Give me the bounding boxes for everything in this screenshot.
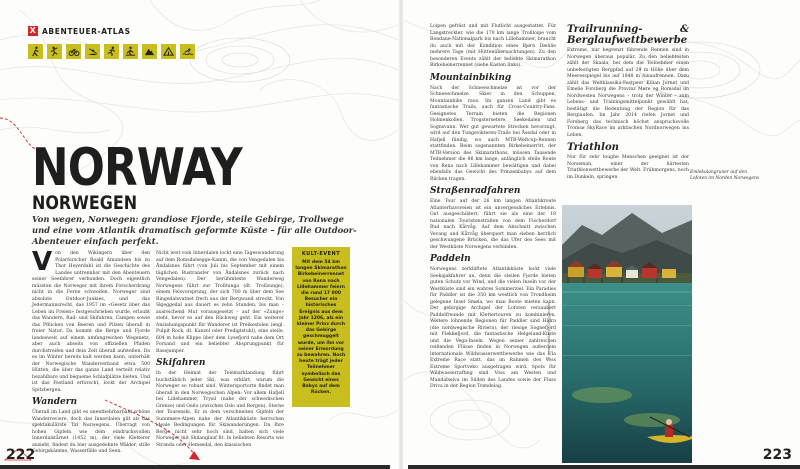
- trailrunning-paragraph: Extreme, nur begrenzt führende Rennen sind in Norwegen überaus populär. Zu den beliebtesten zählt der Skaala, bei dem die Teilnehmer einen unbefestigten Bergpfad auf 29 m Höhe über dem Meeresspiegel bis auf 1848 m hinaufrennen. Dazu zählt das Weltklassika-Festpeer Kilian Jornet und Emelie Forsberg die Provinz Møre og Romsdal im Nordwesten Norwegens – trotz der Winter – zum Lebens- und Trainingsmittelpunkt gewählt hat, bestätigt die Bedeutung der Region für das Berglaufen. Im Jahr 2014 riefen Jornet und Forsberg das technisch höchst anspruchsvolle Tromsø SkyRace im arktischen Nordnorwegen ins Leben.: [567, 48, 689, 138]
- paddeln-paragraph: Norwegens zerklüftete Atlantikküste lockt viele Seekajakfahrer an, denn die steilen Fjorde bieten guten Schutz vor Wind, und die vielen Inseln vor der Westküste sind ein wahres Sommerziel. Ein Paradies für Paddler ist die 350 km westlich von Trondheim gelegene Insel Smøla, wo man Boote mieten kann. Der gebirgige Archipel der Lofoten verzaubert Paddelfreunde mit Klettertouren zu kombinieren. Weitere lohnende Regionen für Paddler sind Hidra (die nordwegische Riviera), der riesige Sognefjord mit Flekkefjord, die fantastische Helgeland-Küste und die Vega-Inseln. Wegen seiner zahlreichen reißenden Flüsse finden in Norwegen außerdem internationale Wildwasserwettbewerbe wie das Ula Extreme Race statt, das im Rahmen des Voss Extreme Sportveko ausgetragen wird. Spots für Wildwasserrafting sind Voss am Westen und Mandalselva im Süden des Landes sowie der Fluss Driva in der Region Trøndelag.: [430, 267, 556, 389]
- swim-icon: [180, 44, 195, 59]
- right-column-1: [430, 24, 556, 393]
- left-column-1: [32, 247, 150, 458]
- kult-event-box: [292, 247, 350, 407]
- section-header: [28, 26, 131, 36]
- heading-skifahren: Skifahren: [156, 358, 206, 368]
- right-page-bar: [408, 465, 800, 469]
- loipen-paragraph: Loipen gefräst und mit Flutlicht ausgestattet. Für Langstreckler, wie die 170 km lange Trollloipe vom Rondane-Nationalpark bis nach Lillehammer, braucht du auch mit der Kondition eines Bjørn Dæhlie mehrere Tage (mit Hüttenübernachtungen). Zu den besonderen Events zählt der beliebte Skimarathon Birkebeinerrennet (siehe Kasten links).: [430, 24, 556, 68]
- kult-event-label: KULT-EVENT: [301, 251, 341, 257]
- section-marker: X: [29, 26, 37, 35]
- photo-credit: © Johan Lindberg / Getty Images: [547, 302, 551, 360]
- strassenradfahren-paragraph: Eine Tour auf der 26 km langen Atlantikroute Atlanterhavsveien ist ein unvergessliches Erlebnis. Gut ausgeschildert, führt sie als eine der 18 nationalen Touristenstraßen von dem Fischerdorf Bud nach Kårvåg. Auf dem Abschnitt zwischen Vevang und Kårvåg überquert man sieben herrlich geschwungene Brücken, die das Ufer des Sees mit der Westküste Norwegens verbinden.: [430, 199, 556, 250]
- heading-triathlon: Triathlon: [567, 142, 619, 153]
- lofoten-photo-illustration: [562, 205, 692, 463]
- skifahren-paragraph: In der Heimat der Telemarklandung führt buchstäblich jeder Ski, was erklärt, warum die Norweger so robust sind. Wintersportorte findet man überall in den Norwegischen Alpen: Vor allem Hafjell bei Lillehammer, Trysil (nahe der schwedischen Grenze) und Geilo (zwischen Oslo und Bergen). Sterne der Tourenski. Er in dem verschneiten Gipfeln der Sunnmøre-Alpen nahe der Atlantikküste herrschen ideale Bedingungen für Skiwanderungen. Du Ihre Berge nicht sehr hoch sind, halten sich viele Norweger mit Skilanglauf fit. In beliebten Resorts wie Stranda oder Hemsedal, den klassischen: [156, 371, 284, 448]
- lofoten-photo: [562, 205, 692, 463]
- bike-icon: [66, 44, 81, 59]
- kult-event-text: Mit dem 54 km langen Skimarathon Birkebeinerrennet von Rena nach Lillehammer feiern die rund 17 000 Besucher ein historisches Ereignis aus dem Jahr 1206, als ein kleiner Prinz durch das Gebirge geschmuggelt wurde, um ihn vor seiner Ermordung zu bewahren. Noch heute trägt jeder Teilnehmer symbolisch das Gewicht eines Babys auf dem Rücken.: [295, 260, 347, 396]
- hiking-icon: [28, 44, 43, 59]
- wandern-paragraph: Überall im Land gibt es unentbehrbarbald schöne Wanderreviere, doch das Innerdalen gilt als das spektakulärste Tal Norwegens. Überragt von hohen Gipfeln wie dem eindrucksvollen Innerdalstårnet (1452 m), der viele Kletterer anzieht, findest du hier ausgedehnte Wälder, stille Gebirgskämme, Wasserfälle und Seen.: [32, 410, 150, 454]
- camp-icon: [161, 44, 176, 59]
- intro-paragraph: on den Wikingern über den Polarforscher Roald Amundsen bis zu Thor Heyerdahl ist die Geschichte des Landes untrennbar mit den Abenteuern seiner Seefahrer verbunden. Doch eigentlich müssten die Norweger mit ihrem Forscherdrang nicht in die Ferne schweifen. Norweger sind absolute Outdoor-Junkies, und das Jedermannsrecht, das 1957 im «Gesetz über das Leben im Freien» festgeschrieben wurde, erlaubt das Wandern, Rad- und Skifahren, Campen sowie das Pflücken von Beeren und Pilzen überall in freier Natur. Da kommt die Berge und Fjorde landesweit auf einem umfangreichen Wegenetz, aber auch abseits von offiziellen Pfaden durchstreifen und dein Zelt überall aufstellen. Da es im Winter bereits kalt werden kann, unterhält der Norwegische Wanderverband etwa 500 Hütten, die über das ganze Land verteilt relativ bezahlbare und bequeme Schlafplätze bieten. Und ist das Festland erforscht, lockt der Archipel Spitzbergen.: [32, 251, 150, 393]
- drop-cap: V: [32, 247, 53, 277]
- kayak-icon: [85, 44, 100, 59]
- triathlon-paragraph: Nur für sehr toughe Menschen geeignet ist der Norseman, einer der härtesten Triathlonwettbewerbe der Welt. Frühmorgens, noch im Dunkeln, springen: [567, 155, 689, 180]
- page-subtitle: NORWEGEN: [32, 192, 138, 214]
- climbing-icon: [47, 44, 62, 59]
- photo-caption: Emlekulangruner auf den Lofoten im Norden Norwegens: [690, 170, 760, 181]
- heading-paddeln: Paddeln: [430, 254, 471, 264]
- activity-icon-row: [28, 44, 195, 59]
- hiking-paragraph: Nicht weit vom Innerdalen lockt eine Tageswanderung auf dem Romsdalsegge-Kamm, die von Vengedalen bis Åndalsnes führt (von Juli bis September mit einem täglichen Bustransfer von Åndalsnes zurück nach Vengedalen). Der berühmteste Wanderweg Norwegens führt zur Trolltunga (dt. Trollzunge), einem Felsvorsprung, der sich 700 m über dem See Ringedalsvatnet frech aus der Bergwand streckt. Von Skjeggedal aus dauert es zehn Stunden, bis man – ausreichend Mut vorausgesetzt – auf der «Zunge» steht, bevor es auf den Rückweg geht. Ein weiterer Anziehungspunkt für Wanderer ist Preikestolen (engl. Pulpit Rock, dt. Kanzel oder Predigtstuhl), eine steile, 604 m hohe Klippe über dem Lysefjord nahe dem Ort Forsand und ein beliebter Absprungpunkt für Basejumper.: [156, 251, 284, 354]
- lead-paragraph: Von wegen, Norwegen: grandiose Fjorde, steile Gebirge, Trollwege und eine vom Atlantik dramatisch geformte Küste – für alle Outdoor-Abenteuer einfach perfekt.: [32, 214, 357, 246]
- ski-icon: [123, 44, 138, 59]
- heading-strassenradfahren: Straßenradfahren: [430, 186, 521, 196]
- mountainbiking-paragraph: Nach der Schneeschmelze ist vor der Schneeschmelze. Skier in den Schuppen, Mountainbike raus. Im ganzen Land gibt es fantastische Trails, auch für Cross-Country-Fans. Geeignetes Terrain bieten die Regionen Holmenkollen, Trogstersetere, Søekedalen und Sognsvann. Wer gut gewartete Strecken bevorzugt, wird auf den Tungevikteren-Trails bei Åsedal oder in Hafjell fündig, wo auch MTB-Weltcup-Rennen stattfinden. Beim sogenannten Birkebeinerritt, der MTB-Version des Skimarathons, müssen Tausende Teilnehmer die 86 km lange, anfänglich steile Route von Rena nach Lillehammer bewältigen und dabei ebenfalls das Gewicht des Prinzenbabys auf dem Rücken tragen.: [430, 85, 556, 182]
- page-gutter: [398, 0, 404, 469]
- page-number-left: 222: [6, 447, 36, 463]
- mountain-icon: [142, 44, 157, 59]
- left-column-2: [156, 251, 284, 451]
- heading-mountainbiking: Mountainbiking: [430, 72, 512, 83]
- left-page-bar: [0, 465, 390, 469]
- page-title: NORWAY: [32, 138, 242, 198]
- heading-wandern: Wandern: [32, 397, 78, 407]
- section-label: ABENTEUER-ATLAS: [42, 26, 131, 36]
- right-column-2: [567, 24, 689, 183]
- page-number-right: 223: [762, 447, 792, 463]
- running-icon: [104, 44, 119, 59]
- heading-trailrunning: Trailrunning- & Berglaufwettbewerbe: [567, 24, 689, 46]
